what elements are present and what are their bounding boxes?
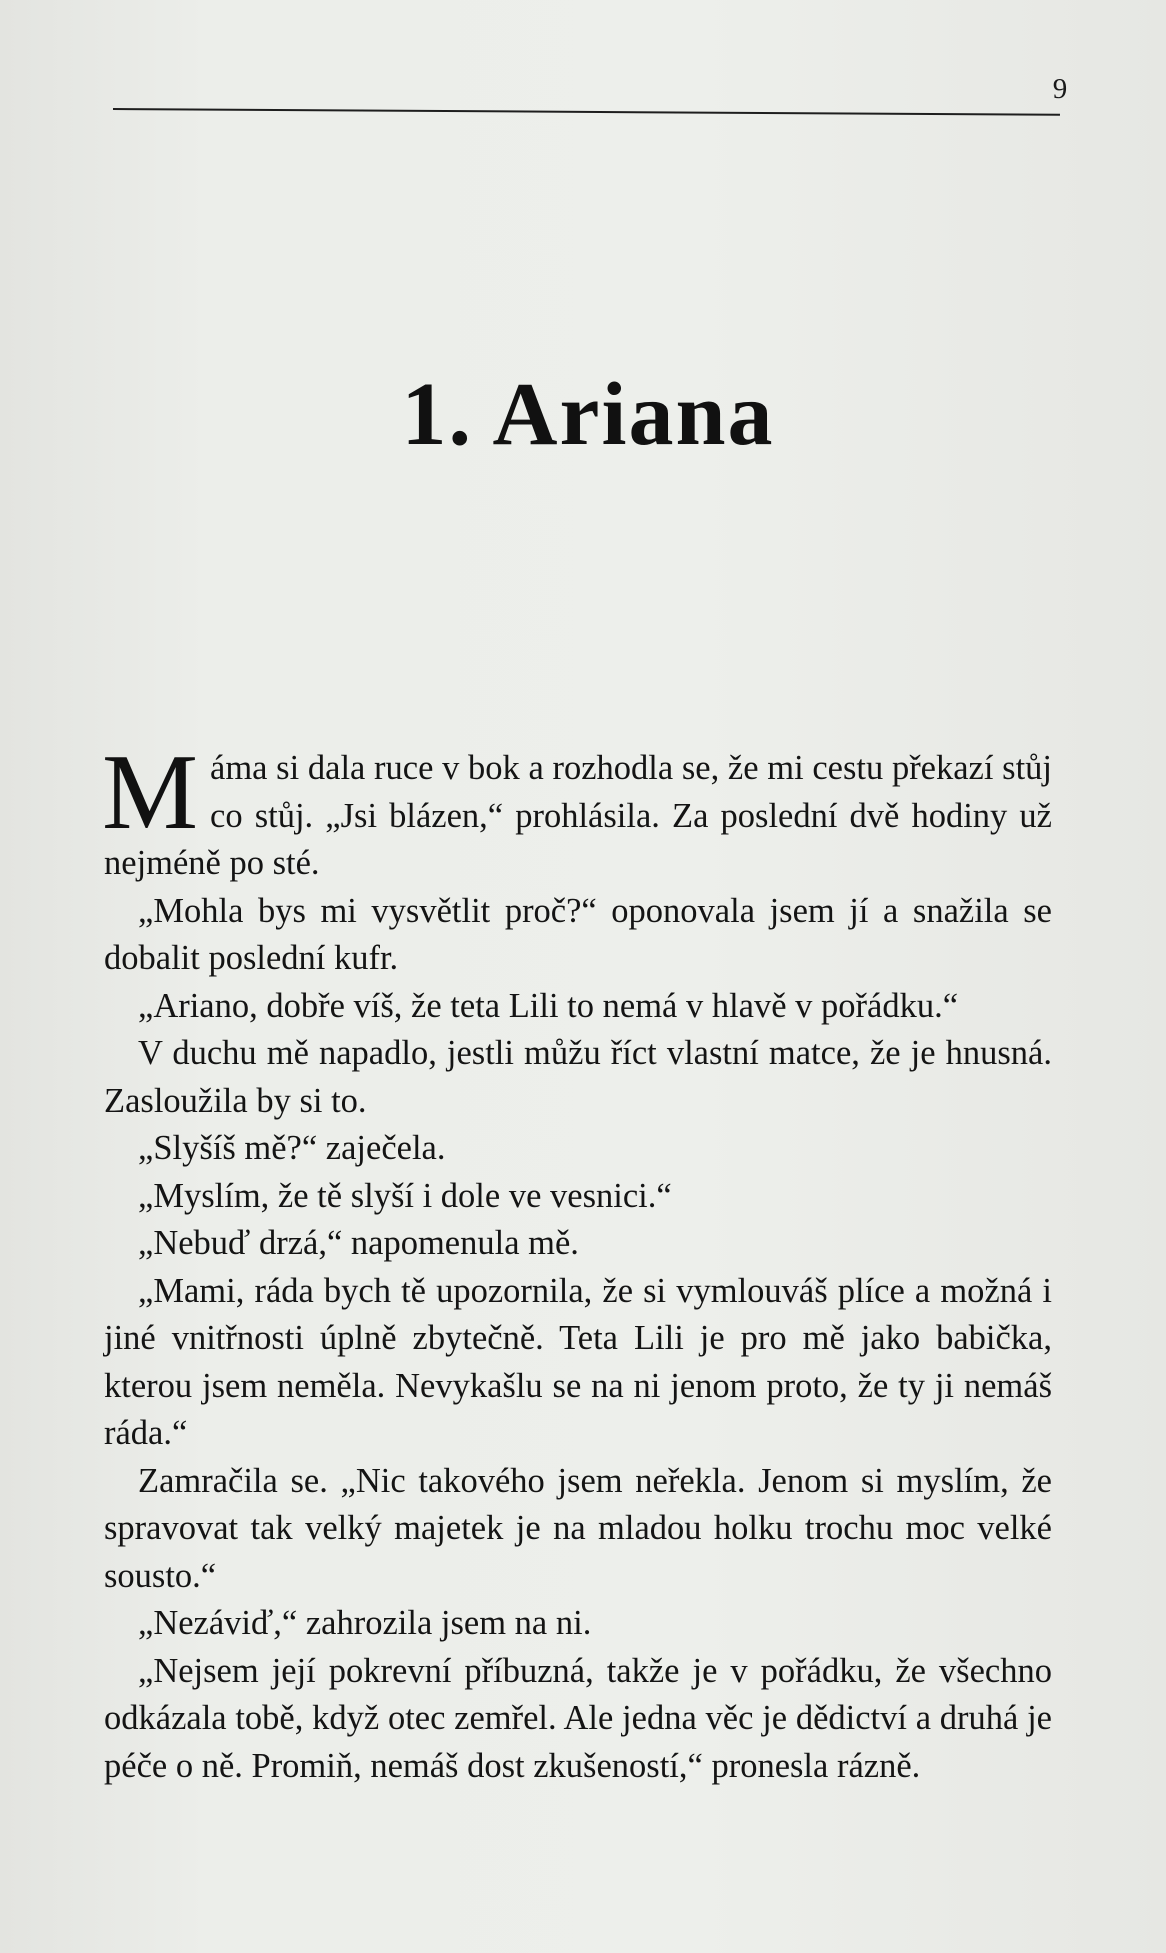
chapter-title: 1. Ariana [401,365,775,464]
header-rule [113,108,1060,116]
paragraph: „Mami, ráda bych tě upozornila, že si vymlouváš plíce a možná i jiné vnitřnosti úplně zbytečně. Teta Lili je pro mě jako babička, kterou jsem neměla. Nevykašlu se na ni jenom proto, že ty ji nemáš ráda.“ [104,1271,1052,1452]
paragraph: „Nezáviď,“ zahrozila jsem na ni. [138,1604,592,1642]
paragraph: „Ariano, dobře víš, že teta Lili to nemá v hlavě v pořádku.“ [138,986,959,1025]
chapter-body [102,733,1052,1790]
page-number: 9 [1052,73,1068,105]
opening-paragraph [102,733,1052,888]
paragraph: Zamračila se. „Nic takového jsem neřekla. Jenom si myslím, že spravovat tak velký majetek je na mladou holku trochu moc velké sousto.“ [104,1461,1052,1595]
opening-paragraph-text: áma si dala ruce v bok a rozhodla se, že mi cestu překazí stůj co stůj. „Jsi blázen,“ prohlásila. Za poslední dvě hodiny už nejméně po sté. [104,749,1052,882]
paragraph: „Myslím, že tě slyší i dole ve vesnici.“ [138,1176,672,1215]
paragraph: „Nebuď drzá,“ napomenula mě. [138,1224,579,1262]
paragraph: „Nejsem její pokrevní příbuzná, takže je v pořádku, že všechno odkázala tobě, když otec zemřel. Ale jedna věc je dědictví a druhá je péče o ně. Promiň, nemáš dost zkušeností,“ pronesla rázně. [104,1651,1052,1785]
drop-cap: M [102,733,199,852]
paragraph: „Mohla bys mi vysvětlit proč?“ oponovala jsem jí a snažila se dobalit poslední kufr. [104,891,1052,977]
paragraph: „Slyšíš mě?“ zaječela. [138,1129,446,1167]
paragraph: V duchu mě napadlo, jestli můžu říct vlastní matce, že je hnusná. Zasloužila by si to. [104,1034,1052,1120]
